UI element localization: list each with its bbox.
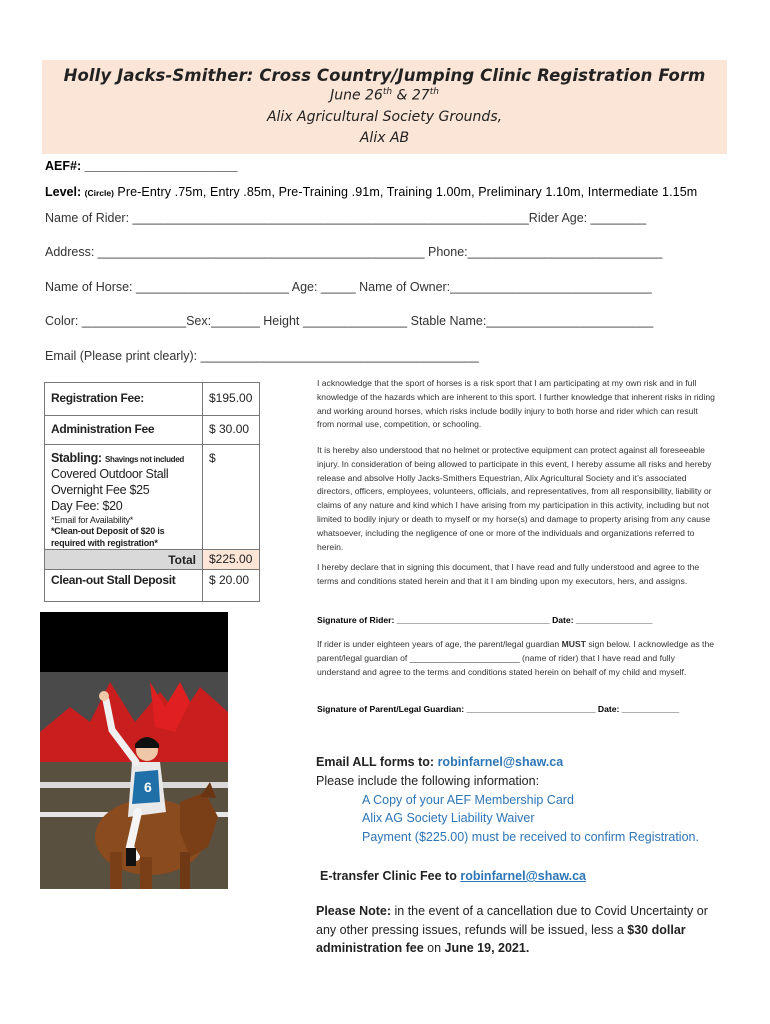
event-venue: Alix Agricultural Society Grounds, [266, 108, 503, 125]
registration-fee-value: $195.00 [203, 383, 260, 416]
registration-fee-label: Registration Fee: [45, 383, 203, 416]
email-field[interactable]: Email (Please print clearly): ________________________________________ [45, 349, 479, 363]
rider-photo [40, 612, 228, 889]
forms-email-link[interactable]: robinfarnel@shaw.ca [437, 755, 564, 769]
color-field[interactable]: Color: _______________Sex:_______ Height _______________ Stable Name:________________________ [45, 314, 654, 328]
waiver-paragraph-2: It is hereby also understood that no helmet or protective equipment can protect against all foreseeable injury. In consideration of being allowed to participate in this event, I hereby assume all risks and hereby release and absolve Holly Jacks-Smithers Equestrian, Alix Agricultural Society and it’s associated directors, officers, employees, volunteers, officials, and representatives, from all responsibility, liability or claims of any nature and kind which I have arising from my participation in this activity, including but not limited to bodily injury or death to myself or my horse(s) and damage to property arising from any cause whatsoever, including the negligence of one or more of the individuals and organizations referred to herein. [317, 445, 712, 552]
guardian-paragraph: If rider is under eighteen years of age, the parent/legal guardian MUST sign below. I acknowledge as the parent/legal guardian of _______________________ (name of rider) that I have read and fully understand and agree to the terms and conditions stated herein on behalf of my child and myself. [317, 639, 715, 677]
cleanout-deposit-value: $ 20.00 [209, 573, 250, 587]
horse-jumping-illustration [40, 612, 228, 889]
waiver-paragraph-1: I acknowledge that the sport of horses is a risk sport that I am participating at my own risk and in full knowledge of the hazards which are inherent to this sport. I further knowledge that inherent risks in riding and working around horses, which risks include bodily injury to both horse and rider which can result from normal use, competition, or schooling. [317, 378, 715, 430]
rider-name-field[interactable]: Name of Rider: _________________________________________________________Rider Age: ________ [45, 211, 647, 225]
admin-fee-value: $ 30.00 [203, 416, 260, 445]
include-info-text: Please include the following information: [316, 774, 540, 788]
stabling-value: $ [209, 451, 216, 465]
guardian-signature-line[interactable]: Signature of Parent/Legal Guardian: ___________________________ Date: ____________ [317, 704, 680, 714]
stabling-cell: Stabling: Shavings not included Covered Outdoor Stall Overnight Fee $25 Day Fee: $20 *Email for Availability* *Clean-out Deposit of $20 is required with registration* [45, 445, 203, 550]
include-item-payment: Payment ($225.00) must be received to confirm Registration. [362, 830, 699, 844]
aef-field[interactable]: AEF#: ______________________ [45, 159, 238, 173]
include-item-waiver: Alix AG Society Liability Waiver [362, 811, 535, 825]
waiver-paragraph-3: I hereby declare that in signing this document, that I have read and fully understood and agree to the terms and conditions stated herein and that it I am binding upon my executors, hers, and assigns. [317, 562, 700, 586]
total-label: Total [45, 550, 203, 570]
svg-text:6: 6 [144, 779, 152, 795]
form-title: Holly Jacks-Smither: Cross Country/Jumping Clinic Registration Form [63, 66, 706, 85]
horse-name-field[interactable]: Name of Horse: ______________________ Age: _____ Name of Owner:_____________________________ [45, 280, 652, 294]
admin-fee-label: Administration Fee [45, 416, 203, 445]
cleanout-deposit-label: Clean-out Stall Deposit [45, 570, 203, 602]
cancellation-note: Please Note: in the event of a cancellation due to Covid Uncertainty or any other pressing issues, refunds will be issued, less a $30 dollar administration fee on June 19, 2021. [316, 904, 708, 955]
email-forms-line: Email ALL forms to: robinfarnel@shaw.ca [316, 755, 564, 769]
form-header [42, 60, 727, 154]
level-field[interactable]: Level: (Circle) Pre-Entry .75m, Entry .85m, Pre-Training .91m, Training 1.00m, Preliminary 1.10m, Intermediate 1.15m [45, 185, 698, 199]
fee-table [44, 382, 260, 602]
rider-signature-line[interactable]: Signature of Rider: ________________________________ Date: ________________ [317, 615, 653, 625]
event-dates: June 26th & 27th [330, 87, 439, 104]
address-field[interactable]: Address: _______________________________________________ Phone:____________________________ [45, 245, 663, 259]
event-town: Alix AB [359, 129, 410, 146]
include-item-aef: A Copy of your AEF Membership Card [362, 793, 574, 807]
etransfer-email-link[interactable]: robinfarnel@shaw.ca [460, 869, 586, 883]
total-value: $225.00 [203, 550, 260, 570]
etransfer-line: E-transfer Clinic Fee to robinfarnel@shaw.ca [320, 869, 586, 883]
